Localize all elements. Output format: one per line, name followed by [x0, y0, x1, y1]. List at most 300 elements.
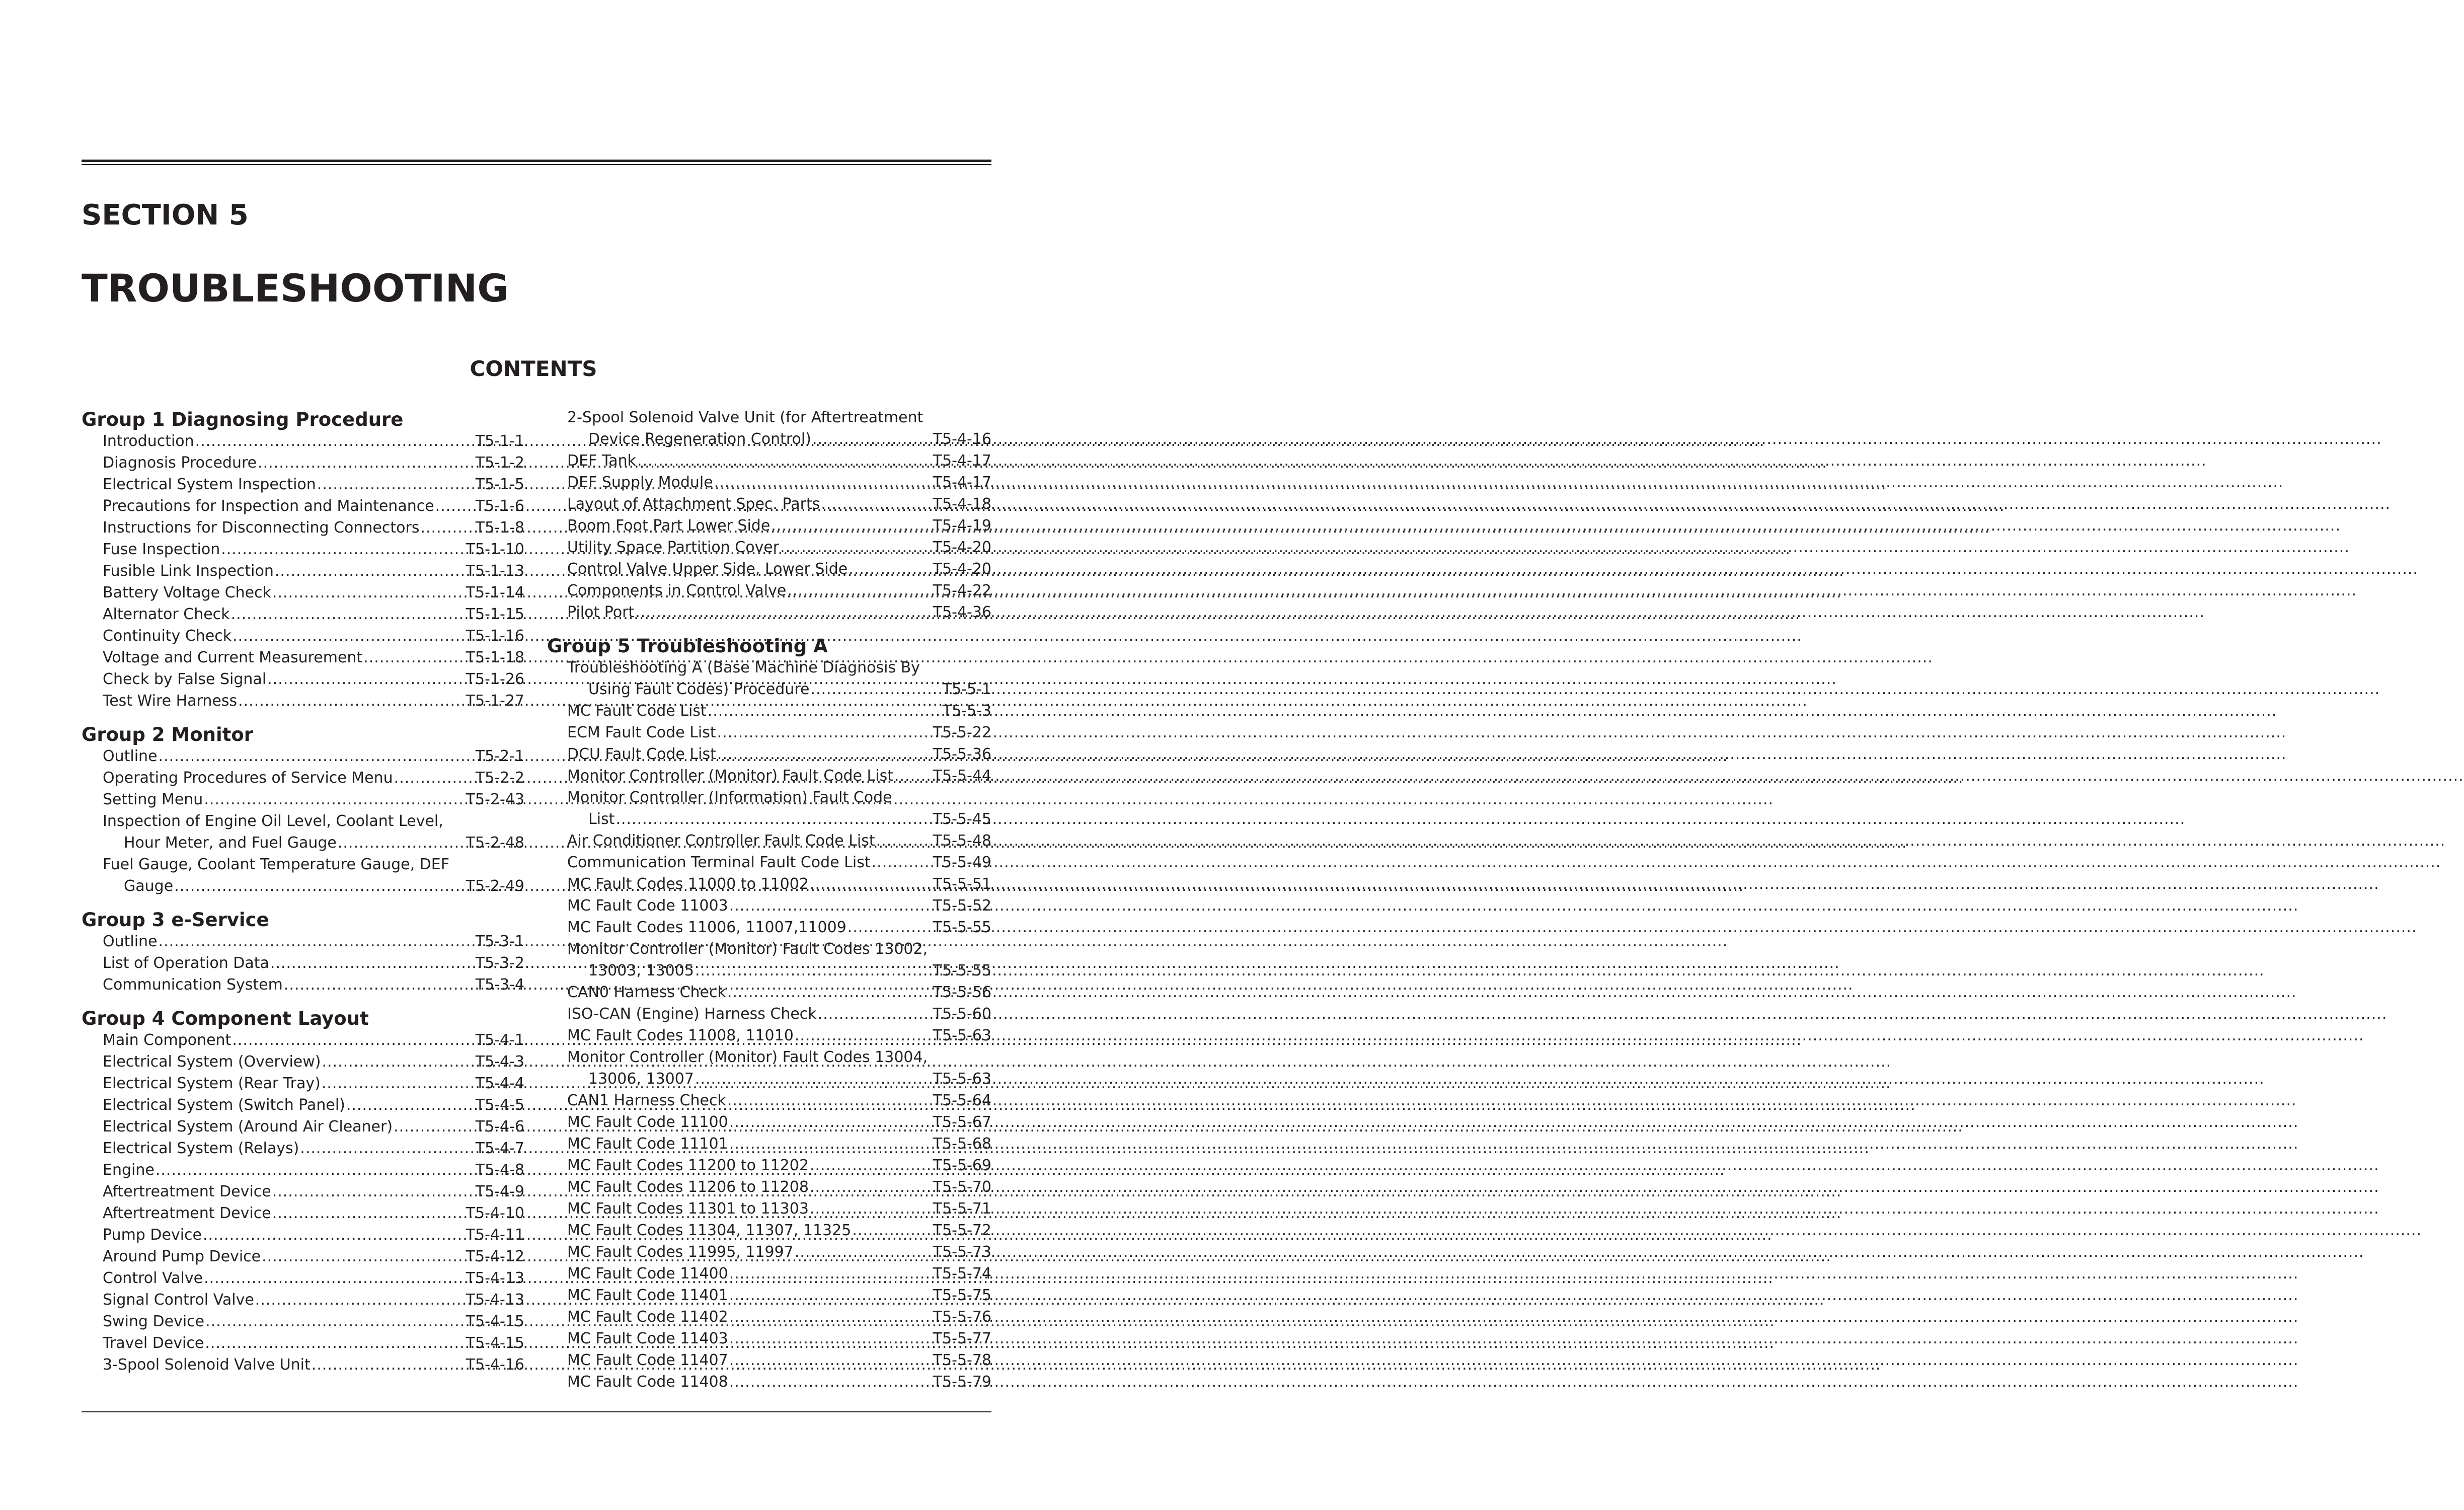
toc-entry[interactable]	[82, 810, 524, 854]
toc-entry[interactable]	[547, 1090, 991, 1111]
toc-entry[interactable]	[82, 539, 524, 560]
page-reference: T5-1-5	[475, 476, 524, 493]
toc-entry[interactable]	[82, 668, 524, 690]
page-reference: T5-3-4	[475, 976, 524, 994]
entry-title-line2: Hour Meter, and Fuel Gauge	[124, 834, 337, 852]
dot-leader	[729, 1349, 932, 1371]
dot-leader	[300, 1138, 474, 1159]
page-reference: T5-4-20	[933, 539, 991, 556]
toc-entry[interactable]	[547, 558, 991, 580]
dot-leader	[203, 1224, 465, 1246]
page-reference: T5-5-45	[933, 810, 991, 828]
entry-title: Pump Device	[103, 1226, 202, 1244]
dot-leader	[272, 582, 465, 603]
entry-title: MC Fault Code 11003	[567, 897, 728, 915]
toc-entry[interactable]	[547, 515, 991, 537]
toc-entry[interactable]	[82, 625, 524, 647]
toc-entry[interactable]	[82, 974, 524, 996]
dot-leader	[852, 1220, 932, 1241]
toc-entry[interactable]	[82, 495, 524, 517]
dot-leader	[232, 1029, 474, 1051]
toc-entry[interactable]	[82, 952, 524, 974]
group-title-group-4-component-layout: Group 4 Component Layout	[82, 1008, 369, 1029]
page-reference: T5-4-1	[475, 1031, 524, 1049]
contents-group	[82, 1006, 524, 1376]
dot-leader	[821, 493, 932, 515]
entry-title: CAN0 Harness Check	[567, 984, 726, 1001]
page-reference: T5-4-17	[933, 474, 991, 491]
entry-title-line2-row	[567, 1068, 991, 1090]
entry-title-line2: 13003, 13005	[588, 962, 694, 979]
dot-leader	[894, 765, 932, 787]
entry-title: Electrical System Inspection	[103, 476, 316, 493]
entry-title: Battery Voltage Check	[103, 584, 271, 601]
page-reference: T5-1-16	[466, 627, 524, 645]
page-reference: T5-4-19	[933, 517, 991, 535]
bottom-rule	[82, 1411, 991, 1412]
page-reference: T5-4-22	[933, 582, 991, 599]
toc-entry[interactable]	[82, 517, 524, 539]
dot-leader	[233, 625, 465, 647]
page-reference: T5-4-9	[475, 1183, 524, 1200]
toc-entry[interactable]	[82, 582, 524, 603]
entry-title: Monitor Controller (Monitor) Fault Code List	[567, 767, 893, 785]
toc-entry[interactable]	[547, 1349, 991, 1371]
page-reference: T5-5-56	[933, 984, 991, 1001]
entry-title: MC Fault Code 11100	[567, 1113, 728, 1131]
toc-entry[interactable]	[547, 1241, 991, 1263]
toc-entry[interactable]	[547, 1046, 991, 1090]
page-reference: T5-5-36	[933, 745, 991, 763]
page-reference: T5-5-71	[933, 1200, 991, 1218]
contents-heading: CONTENTS	[470, 356, 597, 381]
page-reference: T5-4-10	[466, 1204, 524, 1222]
page-reference: T5-4-8	[475, 1161, 524, 1179]
toc-entry[interactable]	[82, 690, 524, 712]
entry-title: Swing Device	[103, 1313, 205, 1330]
group-title-group-5-troubleshooting-a: Group 5 Troubleshooting A	[547, 635, 828, 657]
entry-title-line2-row	[567, 678, 991, 700]
dot-leader	[317, 474, 475, 495]
entry-title: MC Fault Code 11407	[567, 1351, 728, 1369]
page-reference: T5-5-51	[933, 875, 991, 893]
toc-entry[interactable]	[547, 537, 991, 558]
entry-title: Instructions for Disconnecting Connectors	[103, 519, 420, 537]
entry-title-line2-row	[103, 832, 524, 854]
dot-leader	[255, 1289, 465, 1311]
dot-leader	[159, 931, 475, 952]
entry-title: Boom Foot Part Lower Side	[567, 517, 771, 535]
toc-entry[interactable]	[82, 560, 524, 582]
entry-title: 3-Spool Solenoid Valve Unit	[103, 1356, 311, 1374]
entry-title: DCU Fault Code List	[567, 745, 716, 763]
entry-title-line2-row	[567, 960, 991, 981]
page-reference: T5-5-79	[933, 1373, 991, 1391]
dot-leader	[876, 830, 932, 852]
toc-entry[interactable]	[82, 1354, 524, 1376]
dot-leader	[204, 789, 465, 810]
contents-group	[547, 633, 991, 1393]
dot-leader	[363, 647, 465, 668]
page-reference: T5-4-18	[933, 495, 991, 513]
entry-title: MC Fault Code 11408	[567, 1373, 728, 1391]
entry-title: Test Wire Harness	[103, 692, 238, 710]
dot-leader	[729, 1263, 932, 1285]
group-title-group-3-e-service: Group 3 e-Service	[82, 909, 269, 931]
entry-title-line1: Fuel Gauge, Coolant Temperature Gauge, DEF	[103, 856, 449, 873]
entry-title: Electrical System (Overview)	[103, 1053, 321, 1071]
entry-title: MC Fault Codes 11304, 11307, 11325	[567, 1222, 852, 1239]
dot-leader	[159, 745, 475, 767]
entry-title: Outline	[103, 747, 158, 765]
dot-leader	[729, 895, 932, 917]
toc-entry[interactable]	[547, 981, 991, 1003]
entry-title-line1: Inspection of Engine Oil Level, Coolant Level,	[103, 812, 443, 830]
toc-entry[interactable]	[547, 601, 991, 623]
dot-leader	[394, 767, 475, 789]
toc-entry[interactable]	[547, 1306, 991, 1328]
dot-leader	[312, 1354, 465, 1376]
page-reference: T5-5-55	[933, 919, 991, 936]
entry-title: List of Operation Data	[103, 954, 269, 972]
page-reference: T5-5-49	[933, 854, 991, 871]
group-title-group-2-monitor: Group 2 Monitor	[82, 724, 253, 745]
page-reference: T5-5-69	[933, 1157, 991, 1174]
entry-title: Travel Device	[103, 1334, 204, 1352]
page-reference: T5-1-26	[466, 670, 524, 688]
contents-group	[82, 407, 524, 712]
page-reference: T5-4-4	[475, 1075, 524, 1092]
dot-leader	[204, 1267, 465, 1289]
entry-title: Diagnosis Procedure	[103, 454, 257, 472]
entry-title: MC Fault Codes 11206 to 11208	[567, 1178, 809, 1196]
toc-entry[interactable]	[547, 1328, 991, 1349]
page-reference: T5-4-20	[933, 560, 991, 578]
dot-leader	[795, 1241, 932, 1263]
entry-title: MC Fault Codes 11301 to 11303	[567, 1200, 809, 1218]
entry-title: Aftertreatment Device	[103, 1204, 271, 1222]
dot-leader	[195, 430, 475, 452]
entry-title: Main Component	[103, 1031, 232, 1049]
entry-title: Operating Procedures of Service Menu	[103, 769, 393, 787]
dot-leader	[727, 981, 932, 1003]
toc-entry[interactable]	[547, 1220, 991, 1241]
page-reference: T5-5-67	[933, 1113, 991, 1131]
entry-title: MC Fault Codes 11200 to 11202	[567, 1157, 809, 1174]
page-reference: T5-5-70	[933, 1178, 991, 1196]
toc-entry[interactable]	[547, 1025, 991, 1046]
entry-title: Electrical System (Rear Tray)	[103, 1075, 321, 1092]
page-reference: T5-4-36	[933, 603, 991, 621]
toc-entry[interactable]	[547, 1198, 991, 1220]
dot-leader	[810, 1155, 932, 1176]
page-reference: T5-4-11	[466, 1226, 524, 1244]
dot-leader	[346, 1094, 475, 1116]
dot-leader	[729, 1371, 932, 1393]
entry-title: Electrical System (Switch Panel)	[103, 1096, 345, 1114]
toc-entry[interactable]	[547, 657, 991, 700]
page-reference: T5-5-73	[933, 1243, 991, 1261]
page-reference: T5-1-10	[466, 541, 524, 558]
entry-title: Fuse Inspection	[103, 541, 220, 558]
dot-leader	[272, 1181, 475, 1202]
page-reference: T5-5-1	[942, 681, 991, 698]
dot-leader	[284, 974, 475, 996]
toc-entry[interactable]	[82, 603, 524, 625]
page-reference: T5-3-1	[475, 933, 524, 950]
page-reference: T5-2-48	[466, 834, 524, 852]
entry-title: Precautions for Inspection and Maintenance	[103, 497, 434, 515]
page-reference: T5-4-7	[475, 1140, 524, 1157]
toc-entry[interactable]	[82, 1311, 524, 1332]
dot-leader	[272, 1202, 465, 1224]
entry-title: MC Fault Codes 11995, 11997	[567, 1243, 794, 1261]
entry-title: Pilot Port	[567, 603, 635, 621]
page-reference: T5-1-14	[466, 584, 524, 601]
page-reference: T5-4-6	[475, 1118, 524, 1136]
entry-title: Signal Control Valve	[103, 1291, 254, 1309]
page-reference: T5-1-18	[466, 649, 524, 666]
dot-leader	[322, 1073, 475, 1094]
dot-leader	[205, 1311, 465, 1332]
entry-title-line1: Monitor Controller (Monitor) Fault Codes 13002,	[567, 940, 928, 958]
entry-title: Fusible Link Inspection	[103, 562, 274, 580]
page-reference: T5-1-15	[466, 606, 524, 623]
page-reference: T5-4-12	[466, 1248, 524, 1265]
toc-entry[interactable]	[82, 1181, 524, 1202]
dot-leader	[708, 700, 942, 722]
toc-entry[interactable]	[82, 1289, 524, 1311]
page-reference: T5-2-1	[475, 747, 524, 765]
dot-leader	[394, 1116, 475, 1138]
entry-title: Components in Control Valve	[567, 582, 787, 599]
entry-title-line1: Monitor Controller (Information) Fault Code	[567, 789, 892, 806]
toc-entry[interactable]	[547, 1133, 991, 1155]
toc-entry[interactable]	[547, 743, 991, 765]
entry-title: MC Fault Code List	[567, 702, 707, 720]
entry-title-line2: 13006, 13007	[588, 1070, 694, 1088]
toc-entry[interactable]	[547, 787, 991, 830]
toc-entry[interactable]	[82, 647, 524, 668]
entry-title: Electrical System (Around Air Cleaner)	[103, 1118, 393, 1136]
toc-entry[interactable]	[547, 700, 991, 722]
page-reference: T5-1-6	[475, 497, 524, 515]
toc-entry[interactable]	[547, 852, 991, 873]
entry-title: Control Valve Upper Side, Lower Side	[567, 560, 848, 578]
page-reference: T5-1-13	[466, 562, 524, 580]
toc-entry[interactable]	[82, 854, 524, 897]
dot-leader	[810, 678, 941, 700]
toc-entry[interactable]	[547, 580, 991, 601]
toc-entry[interactable]	[82, 1029, 524, 1051]
toc-entry[interactable]	[547, 1263, 991, 1285]
toc-entry[interactable]	[82, 1159, 524, 1181]
toc-entry[interactable]	[547, 938, 991, 981]
toc-entry[interactable]	[547, 1111, 991, 1133]
entry-title-line2-row	[103, 875, 524, 897]
dot-leader	[818, 1003, 932, 1025]
dot-leader	[787, 580, 932, 601]
group-title-group-1-diagnosing-procedure: Group 1 Diagnosing Procedure	[82, 409, 404, 430]
page-reference: T5-5-63	[933, 1070, 991, 1088]
page-reference: T5-4-16	[933, 430, 991, 448]
page-reference: T5-5-77	[933, 1330, 991, 1347]
toc-entry[interactable]	[82, 1224, 524, 1246]
toc-entry[interactable]	[547, 472, 991, 493]
toc-entry[interactable]	[547, 895, 991, 917]
dot-leader	[780, 537, 932, 558]
page-reference: T5-5-76	[933, 1308, 991, 1326]
toc-entry[interactable]	[82, 767, 524, 789]
entry-title: DEF Tank	[567, 452, 636, 470]
toc-entry[interactable]	[82, 1116, 524, 1138]
dot-leader	[729, 1133, 932, 1155]
toc-entry[interactable]	[82, 1332, 524, 1354]
contents-group	[547, 407, 991, 623]
page-reference: T5-4-13	[466, 1291, 524, 1309]
entry-title: Voltage and Current Measurement	[103, 649, 363, 666]
top-rule	[82, 160, 991, 165]
page-reference: T5-5-60	[933, 1005, 991, 1023]
page-reference: T5-2-43	[466, 791, 524, 808]
entry-title: Alternator Check	[103, 606, 230, 623]
entry-title: Air Conditioner Controller Fault Code List	[567, 832, 875, 850]
contents-right-column	[547, 407, 991, 1393]
dot-leader	[695, 960, 932, 981]
entry-title: DEF Supply Module	[567, 474, 713, 491]
page-reference: T5-4-15	[466, 1313, 524, 1330]
entry-title: Communication System	[103, 976, 283, 994]
dot-leader	[810, 873, 932, 895]
entry-title: ISO-CAN (Engine) Harness Check	[567, 1005, 817, 1023]
entry-title: Around Pump Device	[103, 1248, 261, 1265]
page-reference: T5-5-3	[942, 702, 991, 720]
toc-entry[interactable]	[82, 1073, 524, 1094]
toc-entry[interactable]	[82, 1267, 524, 1289]
entry-title: Check by False Signal	[103, 670, 267, 688]
toc-entry[interactable]	[547, 450, 991, 472]
page-reference: T5-5-52	[933, 897, 991, 915]
toc-entry[interactable]	[547, 765, 991, 787]
dot-leader	[156, 1159, 475, 1181]
page-reference: T5-1-27	[466, 692, 524, 710]
toc-entry[interactable]	[82, 1051, 524, 1073]
dot-leader	[205, 1332, 465, 1354]
entry-title: Electrical System (Relays)	[103, 1140, 299, 1157]
dot-leader	[322, 1051, 474, 1073]
entry-title: MC Fault Code 11402	[567, 1308, 728, 1326]
page-reference: T5-5-78	[933, 1351, 991, 1369]
entry-title-line1: Monitor Controller (Monitor) Fault Codes 13004,	[567, 1048, 928, 1066]
entry-title: ECM Fault Code List	[567, 724, 716, 741]
dot-leader	[338, 832, 465, 854]
dot-leader	[238, 690, 465, 712]
toc-entry[interactable]	[547, 830, 991, 852]
page-reference: T5-4-3	[475, 1053, 524, 1071]
toc-entry[interactable]	[547, 873, 991, 895]
dot-leader	[810, 1198, 932, 1220]
page-reference: T5-5-64	[933, 1092, 991, 1109]
page-reference: T5-5-55	[933, 962, 991, 979]
toc-entry[interactable]	[547, 1176, 991, 1198]
page-reference: T5-3-2	[475, 954, 524, 972]
dot-leader	[635, 601, 932, 623]
toc-entry[interactable]	[82, 789, 524, 810]
page-reference: T5-4-17	[933, 452, 991, 470]
dot-leader	[872, 852, 932, 873]
dot-leader	[729, 1328, 932, 1349]
entry-title-line2-row	[567, 808, 991, 830]
toc-entry[interactable]	[82, 452, 524, 474]
entry-title-line2-row	[567, 428, 991, 450]
dot-leader	[420, 517, 474, 539]
dot-leader	[270, 952, 475, 974]
entry-title: MC Fault Code 11101	[567, 1135, 728, 1153]
entry-title: MC Fault Codes 11006, 11007,11009	[567, 919, 846, 936]
toc-entry[interactable]	[547, 407, 991, 450]
entry-title-line2: Gauge	[124, 877, 174, 895]
contents-group	[82, 722, 524, 897]
entry-title: Continuity Check	[103, 627, 232, 645]
entry-title: Control Valve	[103, 1269, 203, 1287]
page-reference: T5-2-2	[475, 769, 524, 787]
toc-entry[interactable]	[82, 474, 524, 495]
dot-leader	[729, 1285, 932, 1306]
toc-entry[interactable]	[82, 1094, 524, 1116]
page-reference: T5-1-2	[475, 454, 524, 472]
dot-leader	[771, 515, 932, 537]
dot-leader	[637, 450, 932, 472]
toc-entry[interactable]	[547, 1155, 991, 1176]
section-title: TROUBLESHOOTING	[82, 266, 509, 311]
toc-entry[interactable]	[82, 1202, 524, 1224]
entry-title: Utility Space Partition Cover	[567, 539, 780, 556]
toc-entry[interactable]	[82, 430, 524, 452]
toc-entry[interactable]	[547, 1371, 991, 1393]
dot-leader	[848, 917, 932, 938]
toc-entry[interactable]	[82, 1246, 524, 1267]
toc-entry[interactable]	[547, 1285, 991, 1306]
page-reference: T5-4-13	[466, 1269, 524, 1287]
toc-entry[interactable]	[82, 931, 524, 952]
entry-title: Layout of Attachment Spec. Parts	[567, 495, 820, 513]
page-reference: T5-5-22	[933, 724, 991, 741]
page-reference: T5-5-75	[933, 1287, 991, 1304]
entry-title-line2: Using Fault Codes) Procedure	[588, 681, 810, 698]
toc-entry[interactable]	[82, 745, 524, 767]
toc-entry[interactable]	[547, 493, 991, 515]
dot-leader	[615, 808, 932, 830]
entry-title: MC Fault Code 11401	[567, 1287, 728, 1304]
page-reference: T5-1-8	[475, 519, 524, 537]
toc-entry[interactable]	[547, 917, 991, 938]
contents-left-column	[82, 407, 524, 1376]
page-reference: T5-5-48	[933, 832, 991, 850]
toc-entry[interactable]	[547, 1003, 991, 1025]
entry-title-line1: Troubleshooting A (Base Machine Diagnosis By	[567, 659, 920, 676]
dot-leader	[729, 1306, 932, 1328]
toc-entry[interactable]	[82, 1138, 524, 1159]
entry-title: Communication Terminal Fault Code List	[567, 854, 871, 871]
dot-leader	[795, 1025, 932, 1046]
dot-leader	[729, 1111, 932, 1133]
toc-entry[interactable]	[547, 722, 991, 743]
entry-title: Engine	[103, 1161, 155, 1179]
page-reference: T5-5-74	[933, 1265, 991, 1282]
dot-leader	[717, 743, 932, 765]
entry-title: MC Fault Code 11400	[567, 1265, 728, 1282]
entry-title: Setting Menu	[103, 791, 203, 808]
